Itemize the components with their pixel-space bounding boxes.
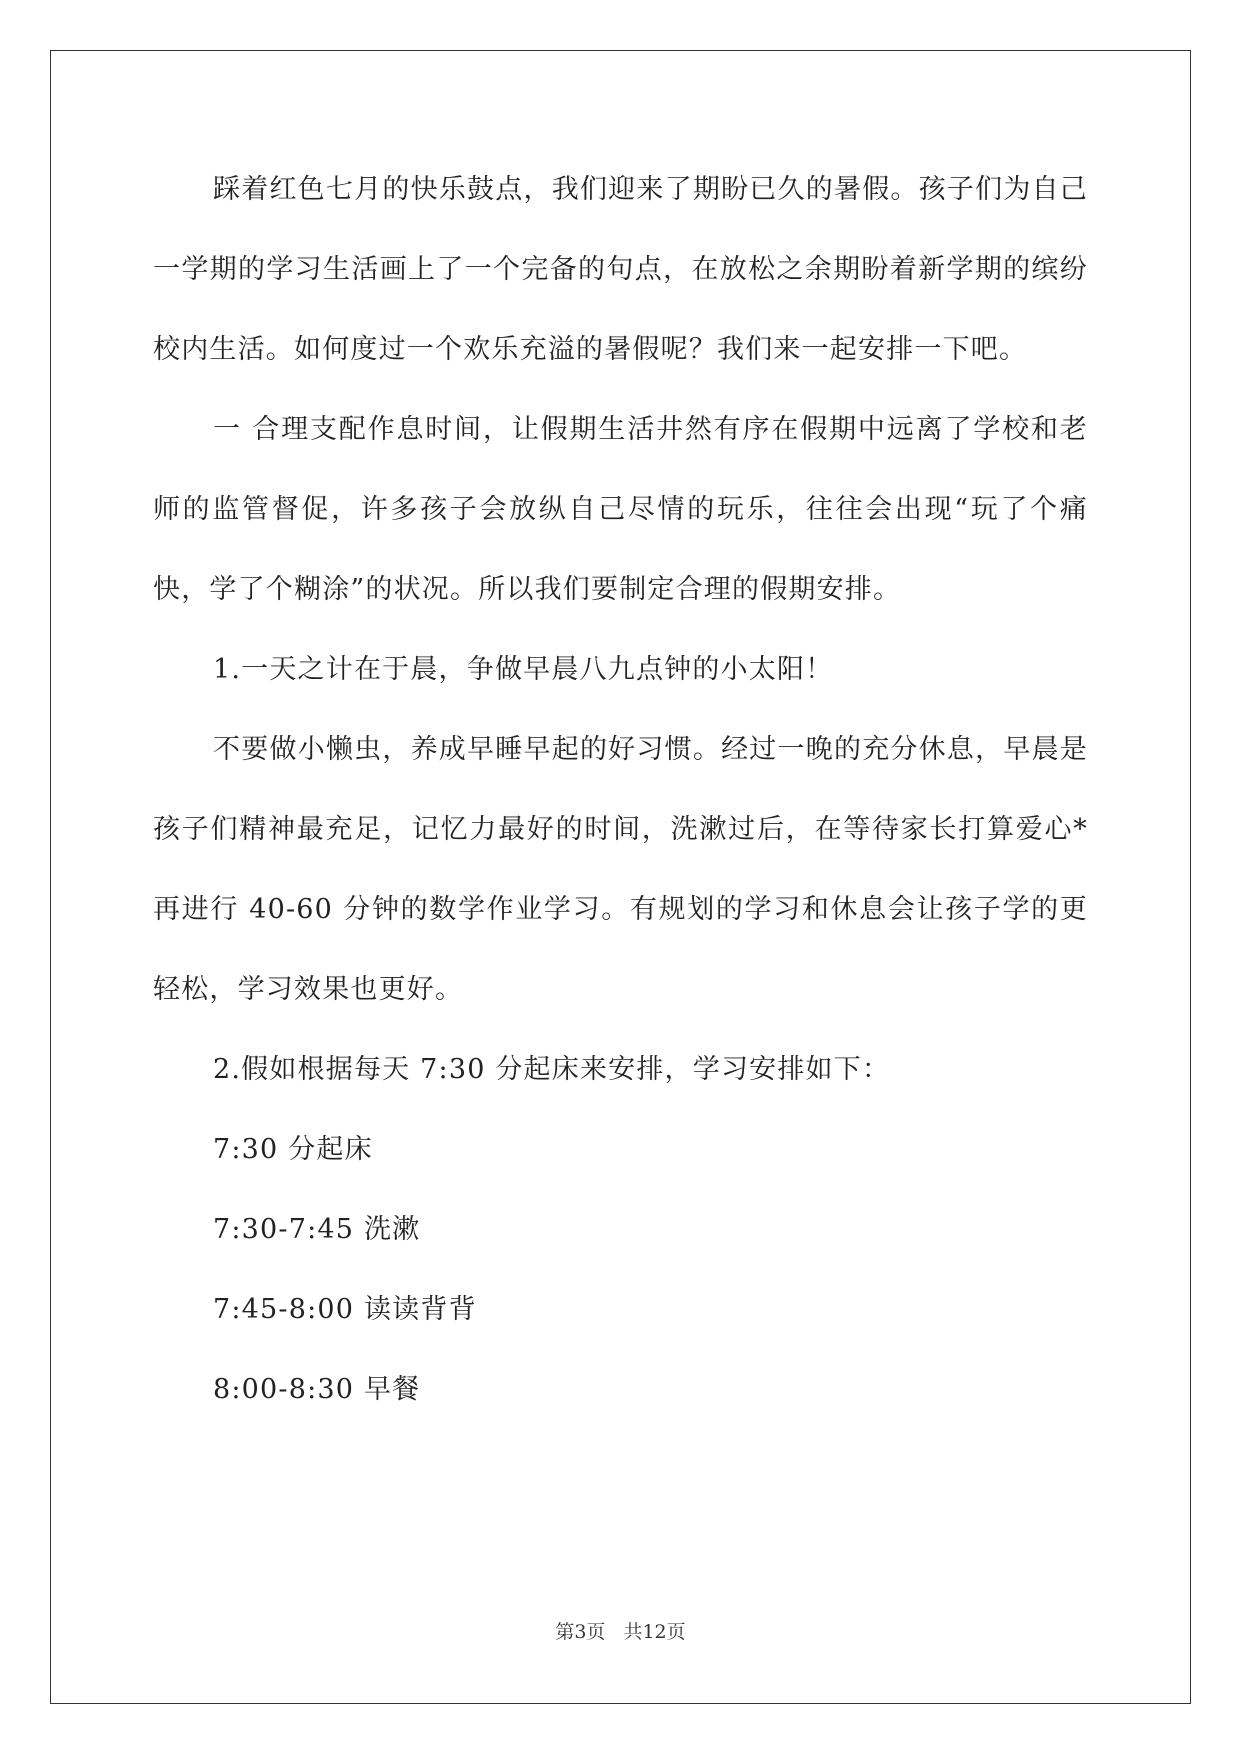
- paragraph-point-two: 2.假如根据每天 7:30 分起床来安排，学习安排如下：: [213, 1054, 891, 1085]
- page-total: 共12页: [623, 1621, 686, 1643]
- page-number: 第3页: [555, 1621, 606, 1643]
- schedule-item: 7:30 分起床: [213, 1134, 373, 1165]
- paragraph-point-one: 1.一天之计在于晨，争做早晨八九点钟的小太阳！: [213, 654, 834, 685]
- schedule-item: 7:30-7:45 洗漱: [213, 1214, 421, 1245]
- schedule-item: 7:45-8:00 读读背背: [213, 1294, 477, 1325]
- document-body: [153, 150, 1088, 1430]
- paragraph-morning-habit: 不要做小懒虫，养成早睡早起的好习惯。经过一晚的充分休息，早晨是孩子们精神最充足，记忆力最好的时间，洗漱过后，在等待家长打算爱心*再进行 40-60 分钟的数学作业学习。有规划的学习和休息会让孩子学的更轻松，学习效果也更好。: [153, 734, 1088, 1005]
- page-footer: [0, 1617, 1241, 1644]
- paragraph-section-one: 一 合理支配作息时间，让假期生活井然有序在假期中远离了学校和老师的监管督促，许多孩子会放纵自己尽情的玩乐，往往会出现“玩了个痛快，学了个糊涂”的状况。所以我们要制定合理的假期安排。: [153, 414, 1088, 605]
- schedule-item: 8:00-8:30 早餐: [213, 1374, 421, 1405]
- paragraph-intro: 踩着红色七月的快乐鼓点，我们迎来了期盼已久的暑假。孩子们为自己一学期的学习生活画上了一个完备的句点，在放松之余期盼着新学期的缤纷校内生活。如何度过一个欢乐充溢的暑假呢？我们来一起安排一下吧。: [153, 174, 1088, 365]
